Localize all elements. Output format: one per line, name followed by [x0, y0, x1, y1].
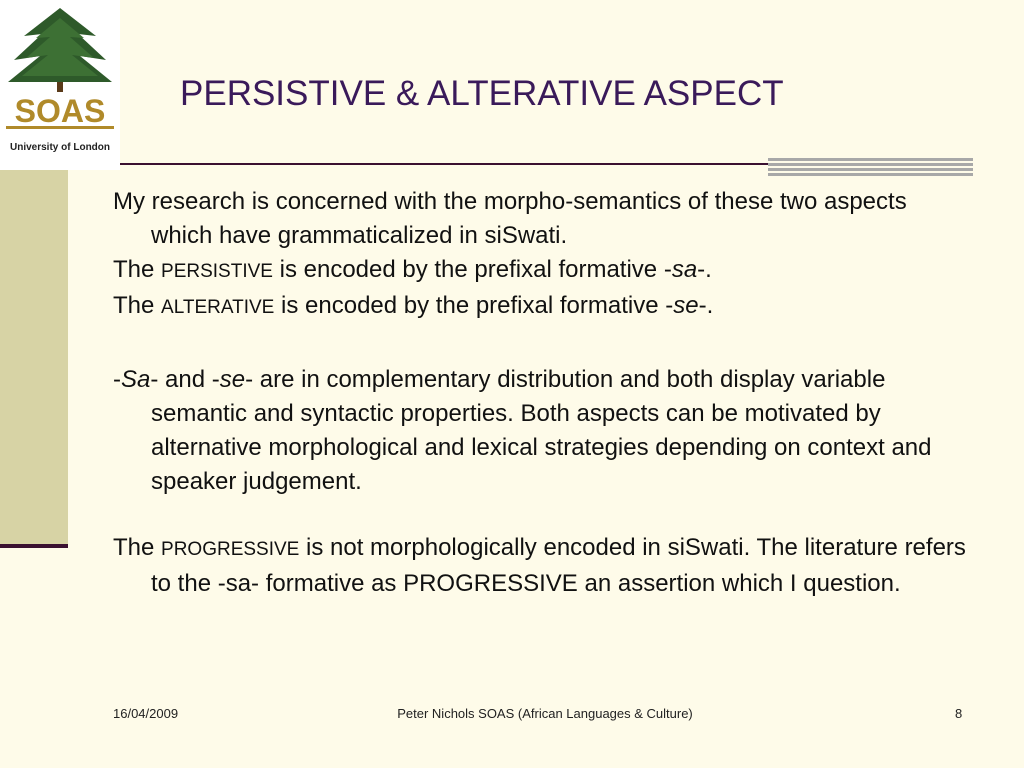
paragraph-progressive: The PROGRESSIVE is not morphologically encoded in siSwati. The literature refers to the -sa- formative as PROGRESSIVE an assertion which I question. — [113, 534, 966, 597]
paragraph-alterative: The ALTERATIVE is encoded by the prefixal formative -se-. — [113, 292, 714, 319]
slide-title: PERSISTIVE & ALTERATIVE ASPECT — [180, 74, 784, 113]
slide-body — [113, 185, 973, 601]
decorative-bar — [768, 158, 973, 178]
logo-name: SOAS — [14, 93, 106, 129]
sidebar-rule — [0, 544, 68, 548]
footer-date: 16/04/2009 — [113, 706, 179, 721]
paragraph-distribution: -Sa- and -se- are in complementary distribution and both display variable semantic and syntactic properties. Both aspects can be motivated by alternative morphological and lexical strategies depending on context and speaker judgement. — [113, 366, 932, 495]
soas-logo — [0, 0, 120, 170]
tree-icon — [0, 0, 120, 170]
page-number: 8 — [955, 706, 963, 721]
footer-author: Peter Nichols SOAS (African Languages & Culture) — [397, 706, 693, 721]
paragraph-research: My research is concerned with the morpho-semantics of these two aspects which have grammaticalized in siSwati. — [113, 188, 907, 249]
paragraph-persistive: The PERSISTIVE is encoded by the prefixal formative -sa-. — [113, 256, 712, 283]
logo-subtitle: University of London — [10, 142, 110, 153]
